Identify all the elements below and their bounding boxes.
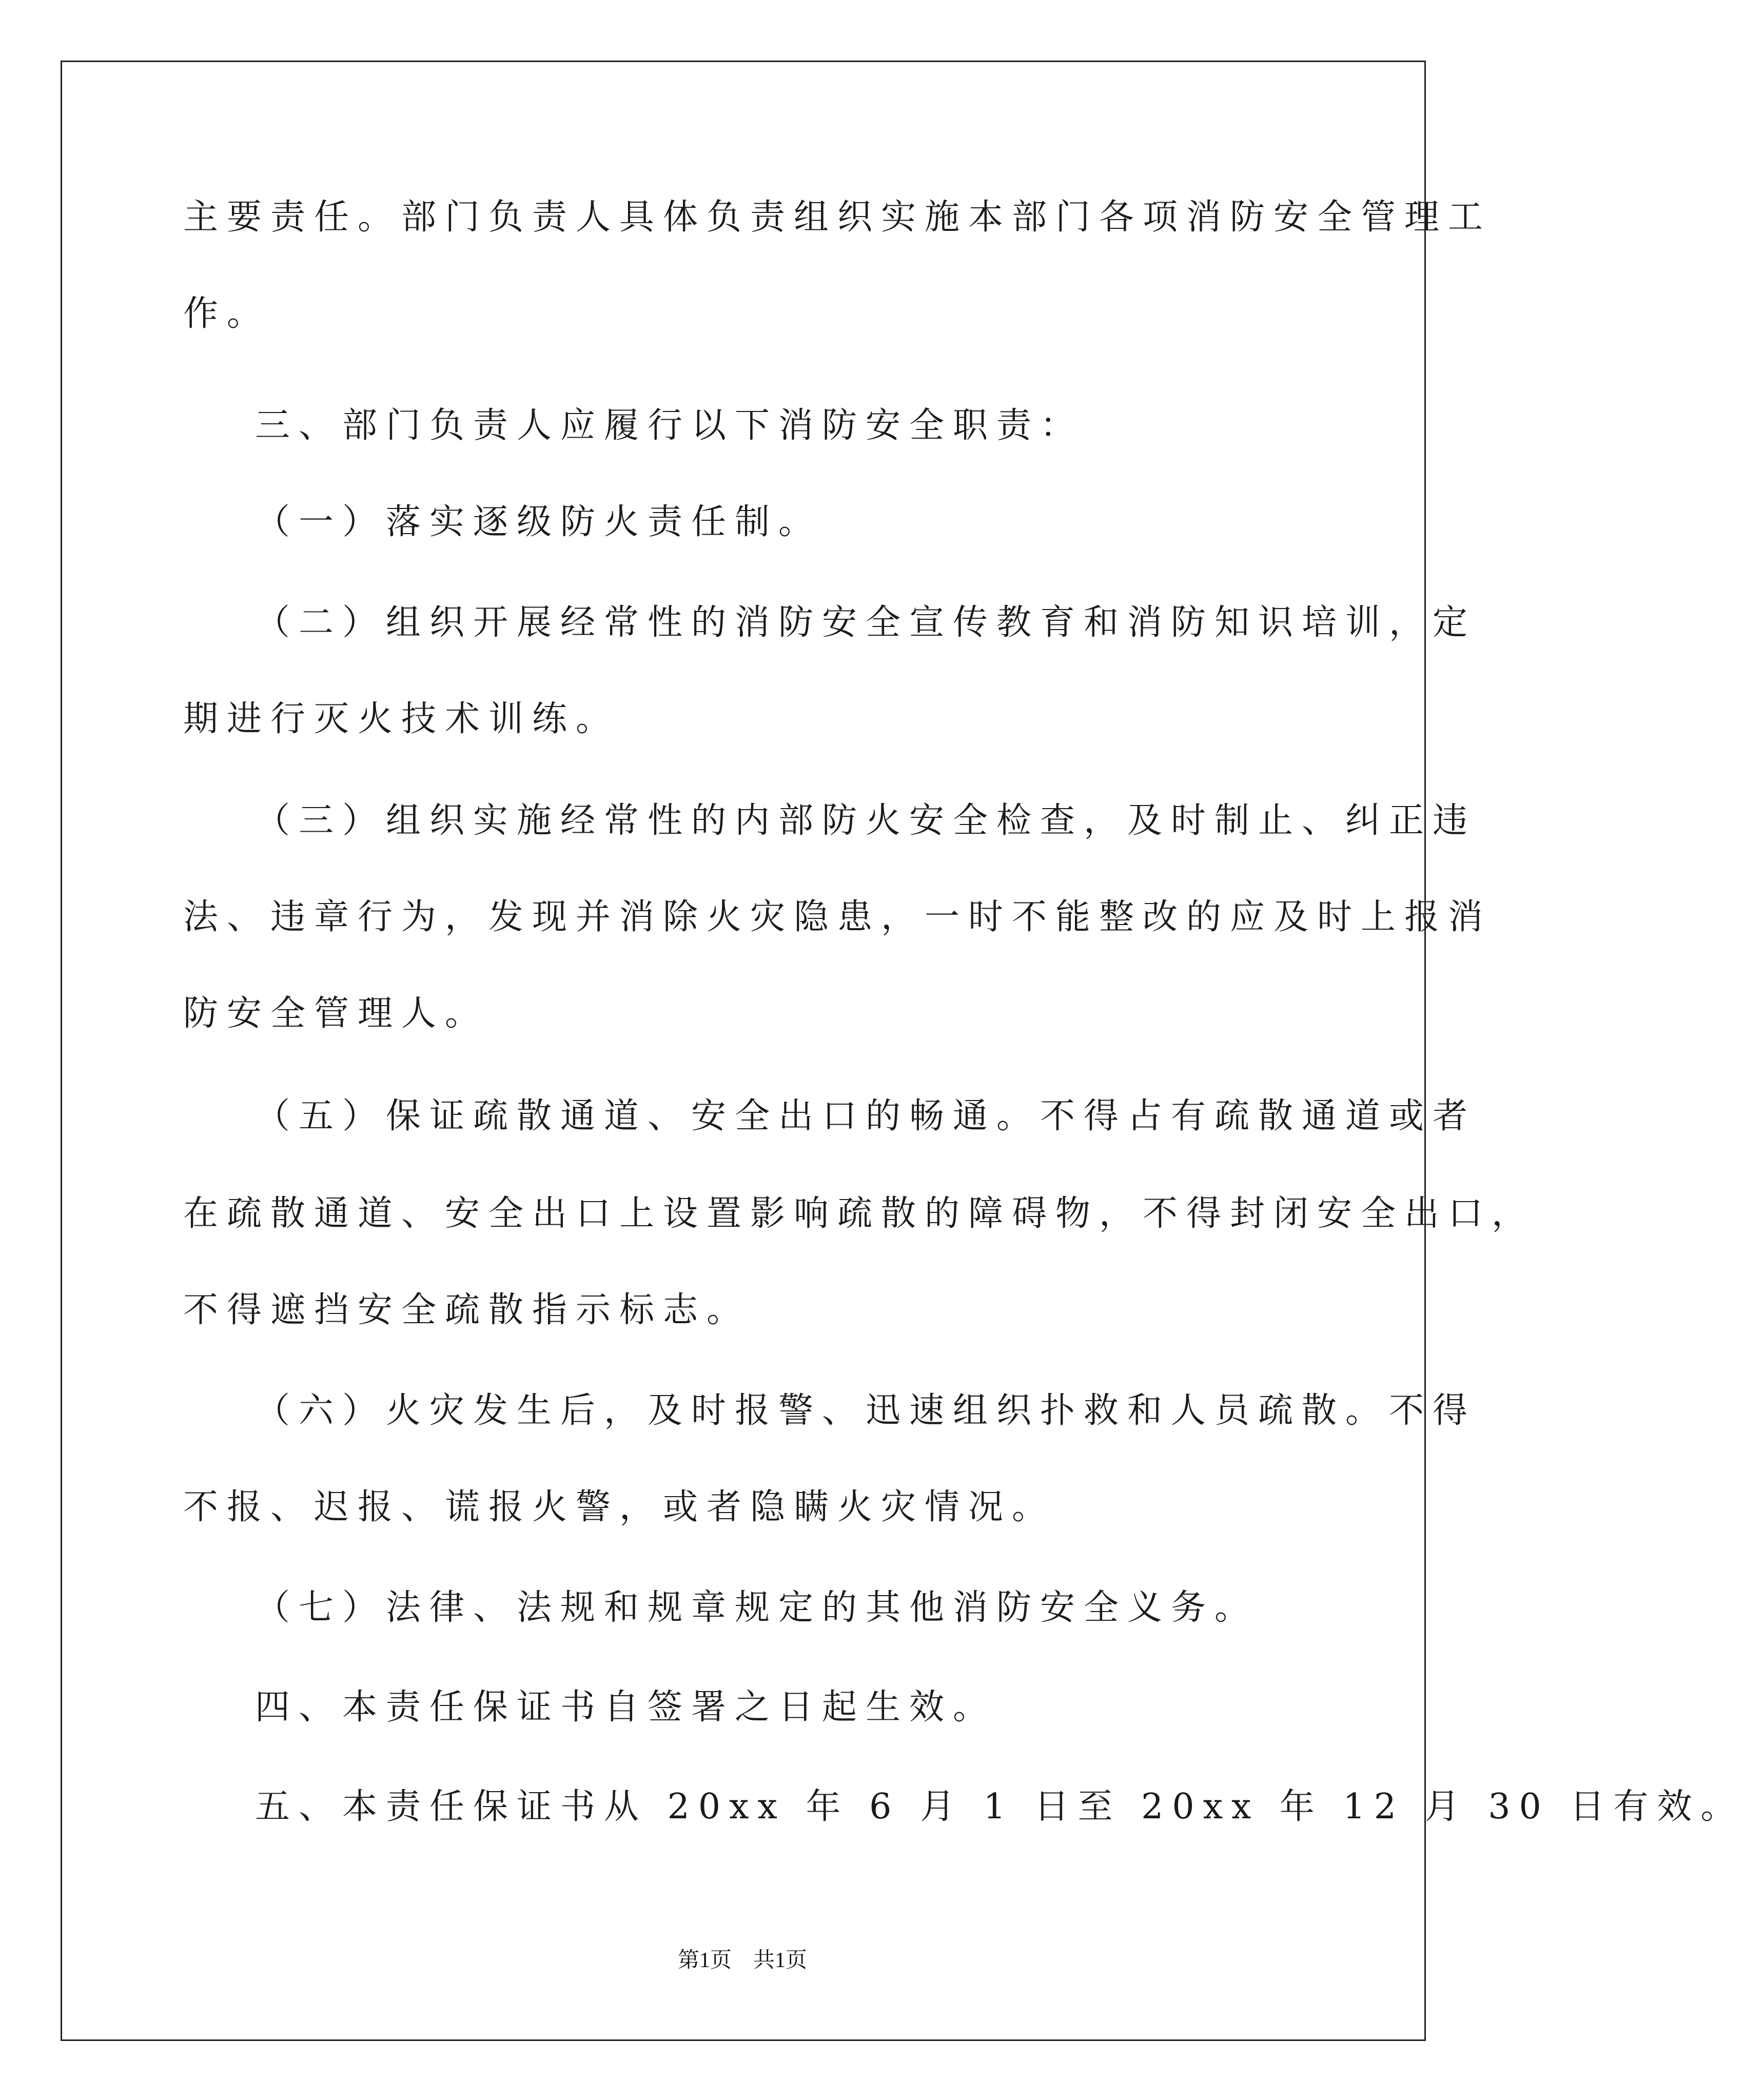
text-line: 五、本责任保证书从 20xx 年 6 月 1 日至 20xx 年 12 月 30 日有效。 — [255, 1787, 1744, 1827]
page-border — [61, 61, 1426, 2041]
text-line: 在疏散通道、安全出口上设置影响疏散的障碍物，不得封闭安全出口， — [183, 1193, 1536, 1234]
text-line: （六）火灾发生后，及时报警、迅速组织扑救和人员疏散。不得 — [255, 1390, 1477, 1431]
text-line: 期进行灭火技术训练。 — [183, 699, 620, 739]
text-line: 作。 — [183, 293, 271, 334]
page-number: 第1页 共1页 — [677, 1949, 807, 1972]
text-line: 主要责任。部门负责人具体负责组织实施本部门各项消防安全管理工 — [183, 197, 1492, 238]
text-line: 不得遮挡安全疏散指示标志。 — [183, 1290, 751, 1330]
text-line: 法、违章行为，发现并消除火灾隐患，一时不能整改的应及时上报消 — [183, 897, 1492, 937]
text-line: （一）落实逐级防火责任制。 — [255, 502, 822, 542]
text-line: （三）组织实施经常性的内部防火安全检查，及时制止、纠正违 — [255, 800, 1477, 841]
text-line: 三、部门负责人应履行以下消防安全职责： — [255, 405, 1084, 446]
text-line: （二）组织开展经常性的消防安全宣传教育和消防知识培训，定 — [255, 602, 1477, 643]
text-line: 不报、迟报、谎报火警，或者隐瞒火灾情况。 — [183, 1487, 1056, 1527]
text-line: 防安全管理人。 — [183, 993, 489, 1034]
text-line: （七）法律、法规和规章规定的其他消防安全义务。 — [255, 1587, 1259, 1628]
text-line: （五）保证疏散通道、安全出口的畅通。不得占有疏散通道或者 — [255, 1096, 1477, 1136]
text-line: 四、本责任保证书自签署之日起生效。 — [255, 1687, 997, 1728]
